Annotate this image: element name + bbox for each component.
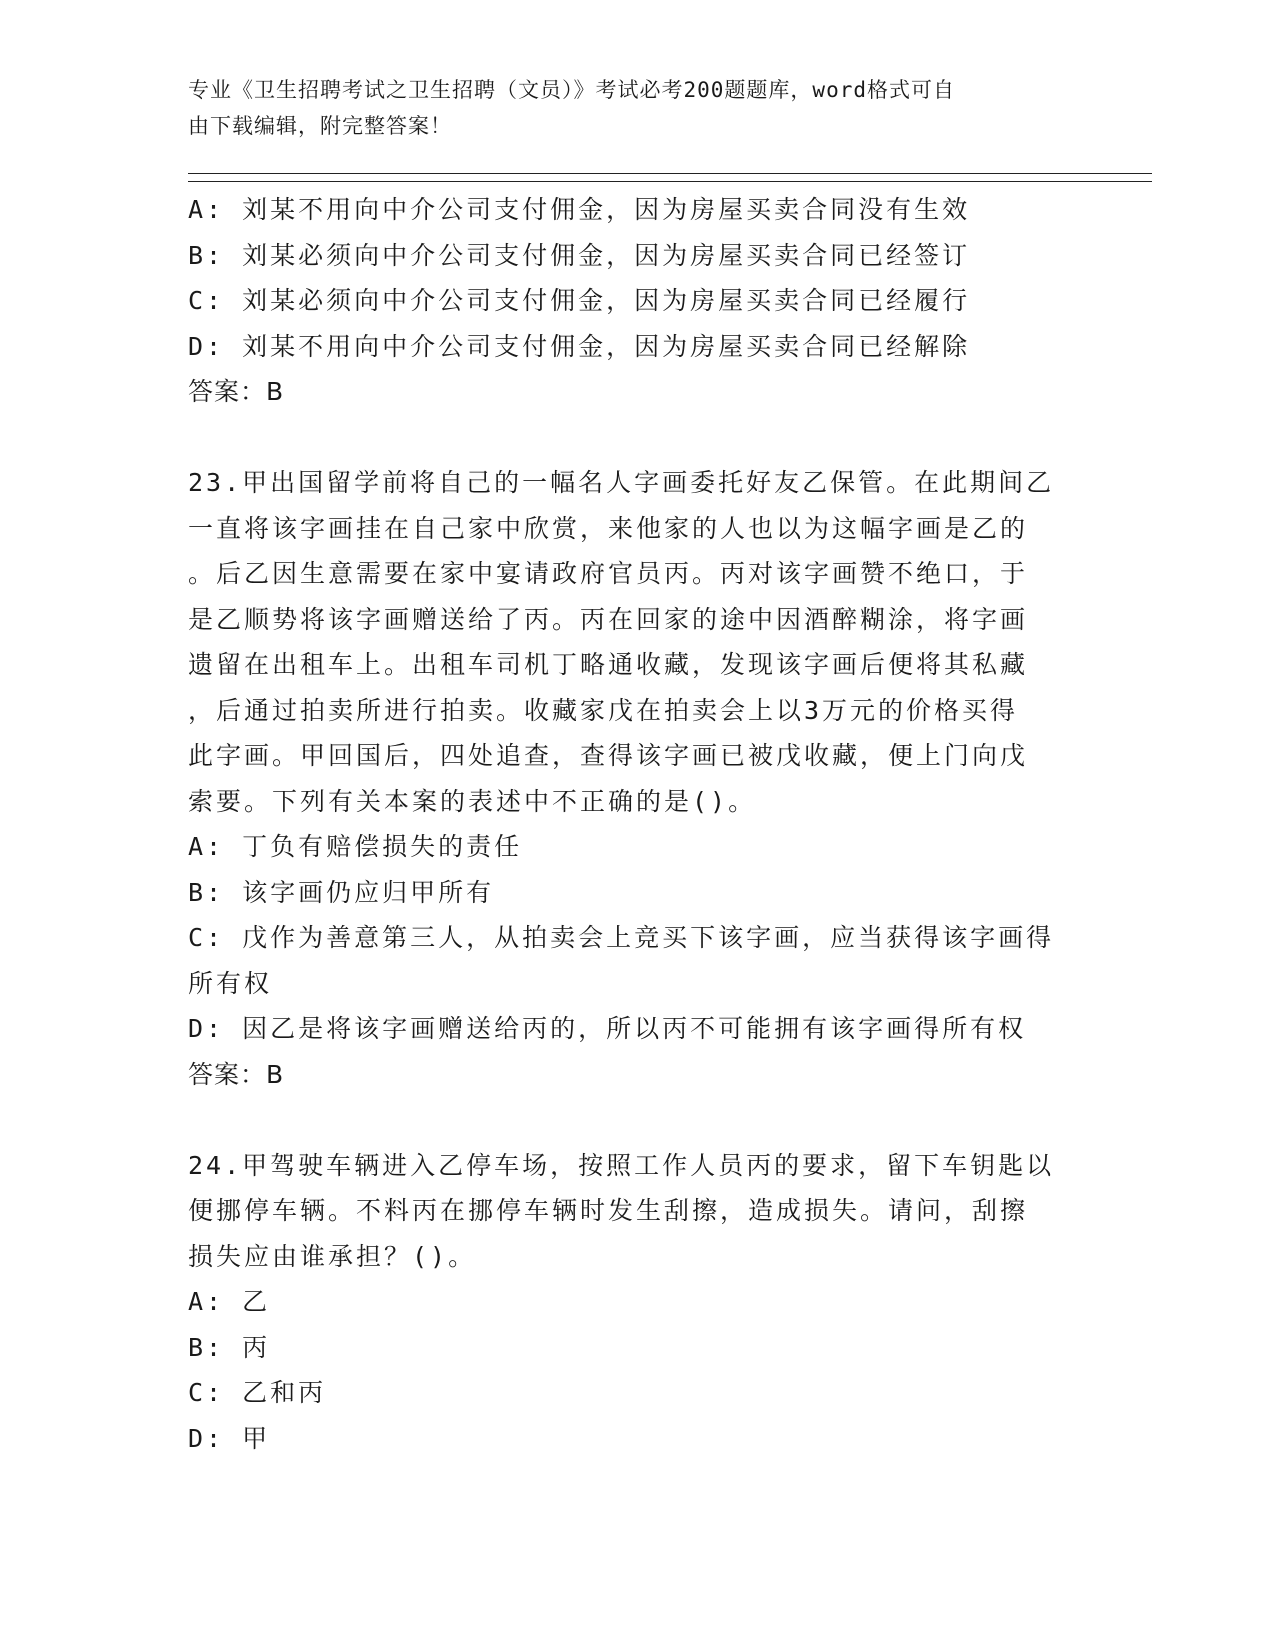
- document-header: [188, 72, 1068, 144]
- header-line-2: 由下载编辑，附完整答案！: [188, 114, 452, 138]
- option-c-continued: 所有权: [188, 968, 273, 998]
- question-24: [188, 1143, 1088, 1462]
- option-d: D: 因乙是将该字画赠送给丙的，所以丙不可能拥有该字画得所有权: [188, 1014, 1027, 1043]
- question-stem-line: 便挪停车辆。不料丙在挪停车辆时发生刮擦，造成损失。请问，刮擦: [188, 1196, 1029, 1225]
- option-c: C: 戊作为善意第三人，从拍卖会上竞买下该字画，应当获得该字画得: [188, 923, 1055, 952]
- question-stem-line: 。后乙因生意需要在家中宴请政府官员丙。丙对该字画赞不绝口，于: [188, 559, 1029, 588]
- question-stem-line: 一直将该字画挂在自己家中欣赏，来他家的人也以为这幅字画是乙的: [188, 513, 1029, 543]
- document-body: [188, 187, 1088, 1461]
- question-stem-line: 是乙顺势将该字画赠送给了丙。丙在回家的途中因酒醉糊涂，将字画: [188, 604, 1029, 634]
- option-d: D: 刘某不用向中介公司支付佣金，因为房屋买卖合同已经解除: [188, 331, 971, 361]
- header-rule-bottom: [188, 181, 1152, 182]
- question-23: [188, 460, 1088, 1097]
- option-b: B: 刘某必须向中介公司支付佣金，因为房屋买卖合同已经签订: [188, 240, 971, 270]
- option-a: A: 丁负有赔偿损失的责任: [188, 832, 523, 861]
- option-b: B: 丙: [188, 1332, 271, 1362]
- question-stem-line: 遗留在出租车上。出租车司机丁略通收藏，发现该字画后便将其私藏: [188, 650, 1029, 679]
- spacer: [188, 1097, 1088, 1143]
- option-c: C: 刘某必须向中介公司支付佣金，因为房屋买卖合同已经履行: [188, 286, 971, 315]
- question-stem-line: 23.甲出国留学前将自己的一幅名人字画委托好友乙保管。在此期间乙: [188, 468, 1055, 497]
- question-stem-line: 此字画。甲回国后，四处追查，查得该字画已被戊收藏，便上门向戊: [188, 741, 1029, 770]
- question-stem-line: ，后通过拍卖所进行拍卖。收藏家戊在拍卖会上以3万元的价格买得: [188, 695, 1019, 725]
- answer: 答案：B: [188, 1059, 285, 1089]
- option-d: D: 甲: [188, 1423, 271, 1453]
- option-c: C: 乙和丙: [188, 1378, 327, 1407]
- spacer: [188, 415, 1088, 461]
- option-a: A: 乙: [188, 1287, 271, 1316]
- question-stem-line: 索要。下列有关本案的表述中不正确的是()。: [188, 786, 757, 816]
- header-rule-top: [188, 173, 1152, 174]
- option-b: B: 该字画仍应归甲所有: [188, 877, 495, 907]
- question-22: [188, 187, 1088, 415]
- header-line-1: 专业《卫生招聘考试之卫生招聘（文员）》考试必考200题题库，word格式可自: [188, 78, 955, 102]
- question-stem-line: 24.甲驾驶车辆进入乙停车场，按照工作人员丙的要求，留下车钥匙以: [188, 1150, 1055, 1180]
- question-stem-line: 损失应由谁承担？()。: [188, 1241, 477, 1271]
- option-a: A: 刘某不用向中介公司支付佣金，因为房屋买卖合同没有生效: [188, 195, 971, 224]
- answer: 答案：B: [188, 377, 285, 406]
